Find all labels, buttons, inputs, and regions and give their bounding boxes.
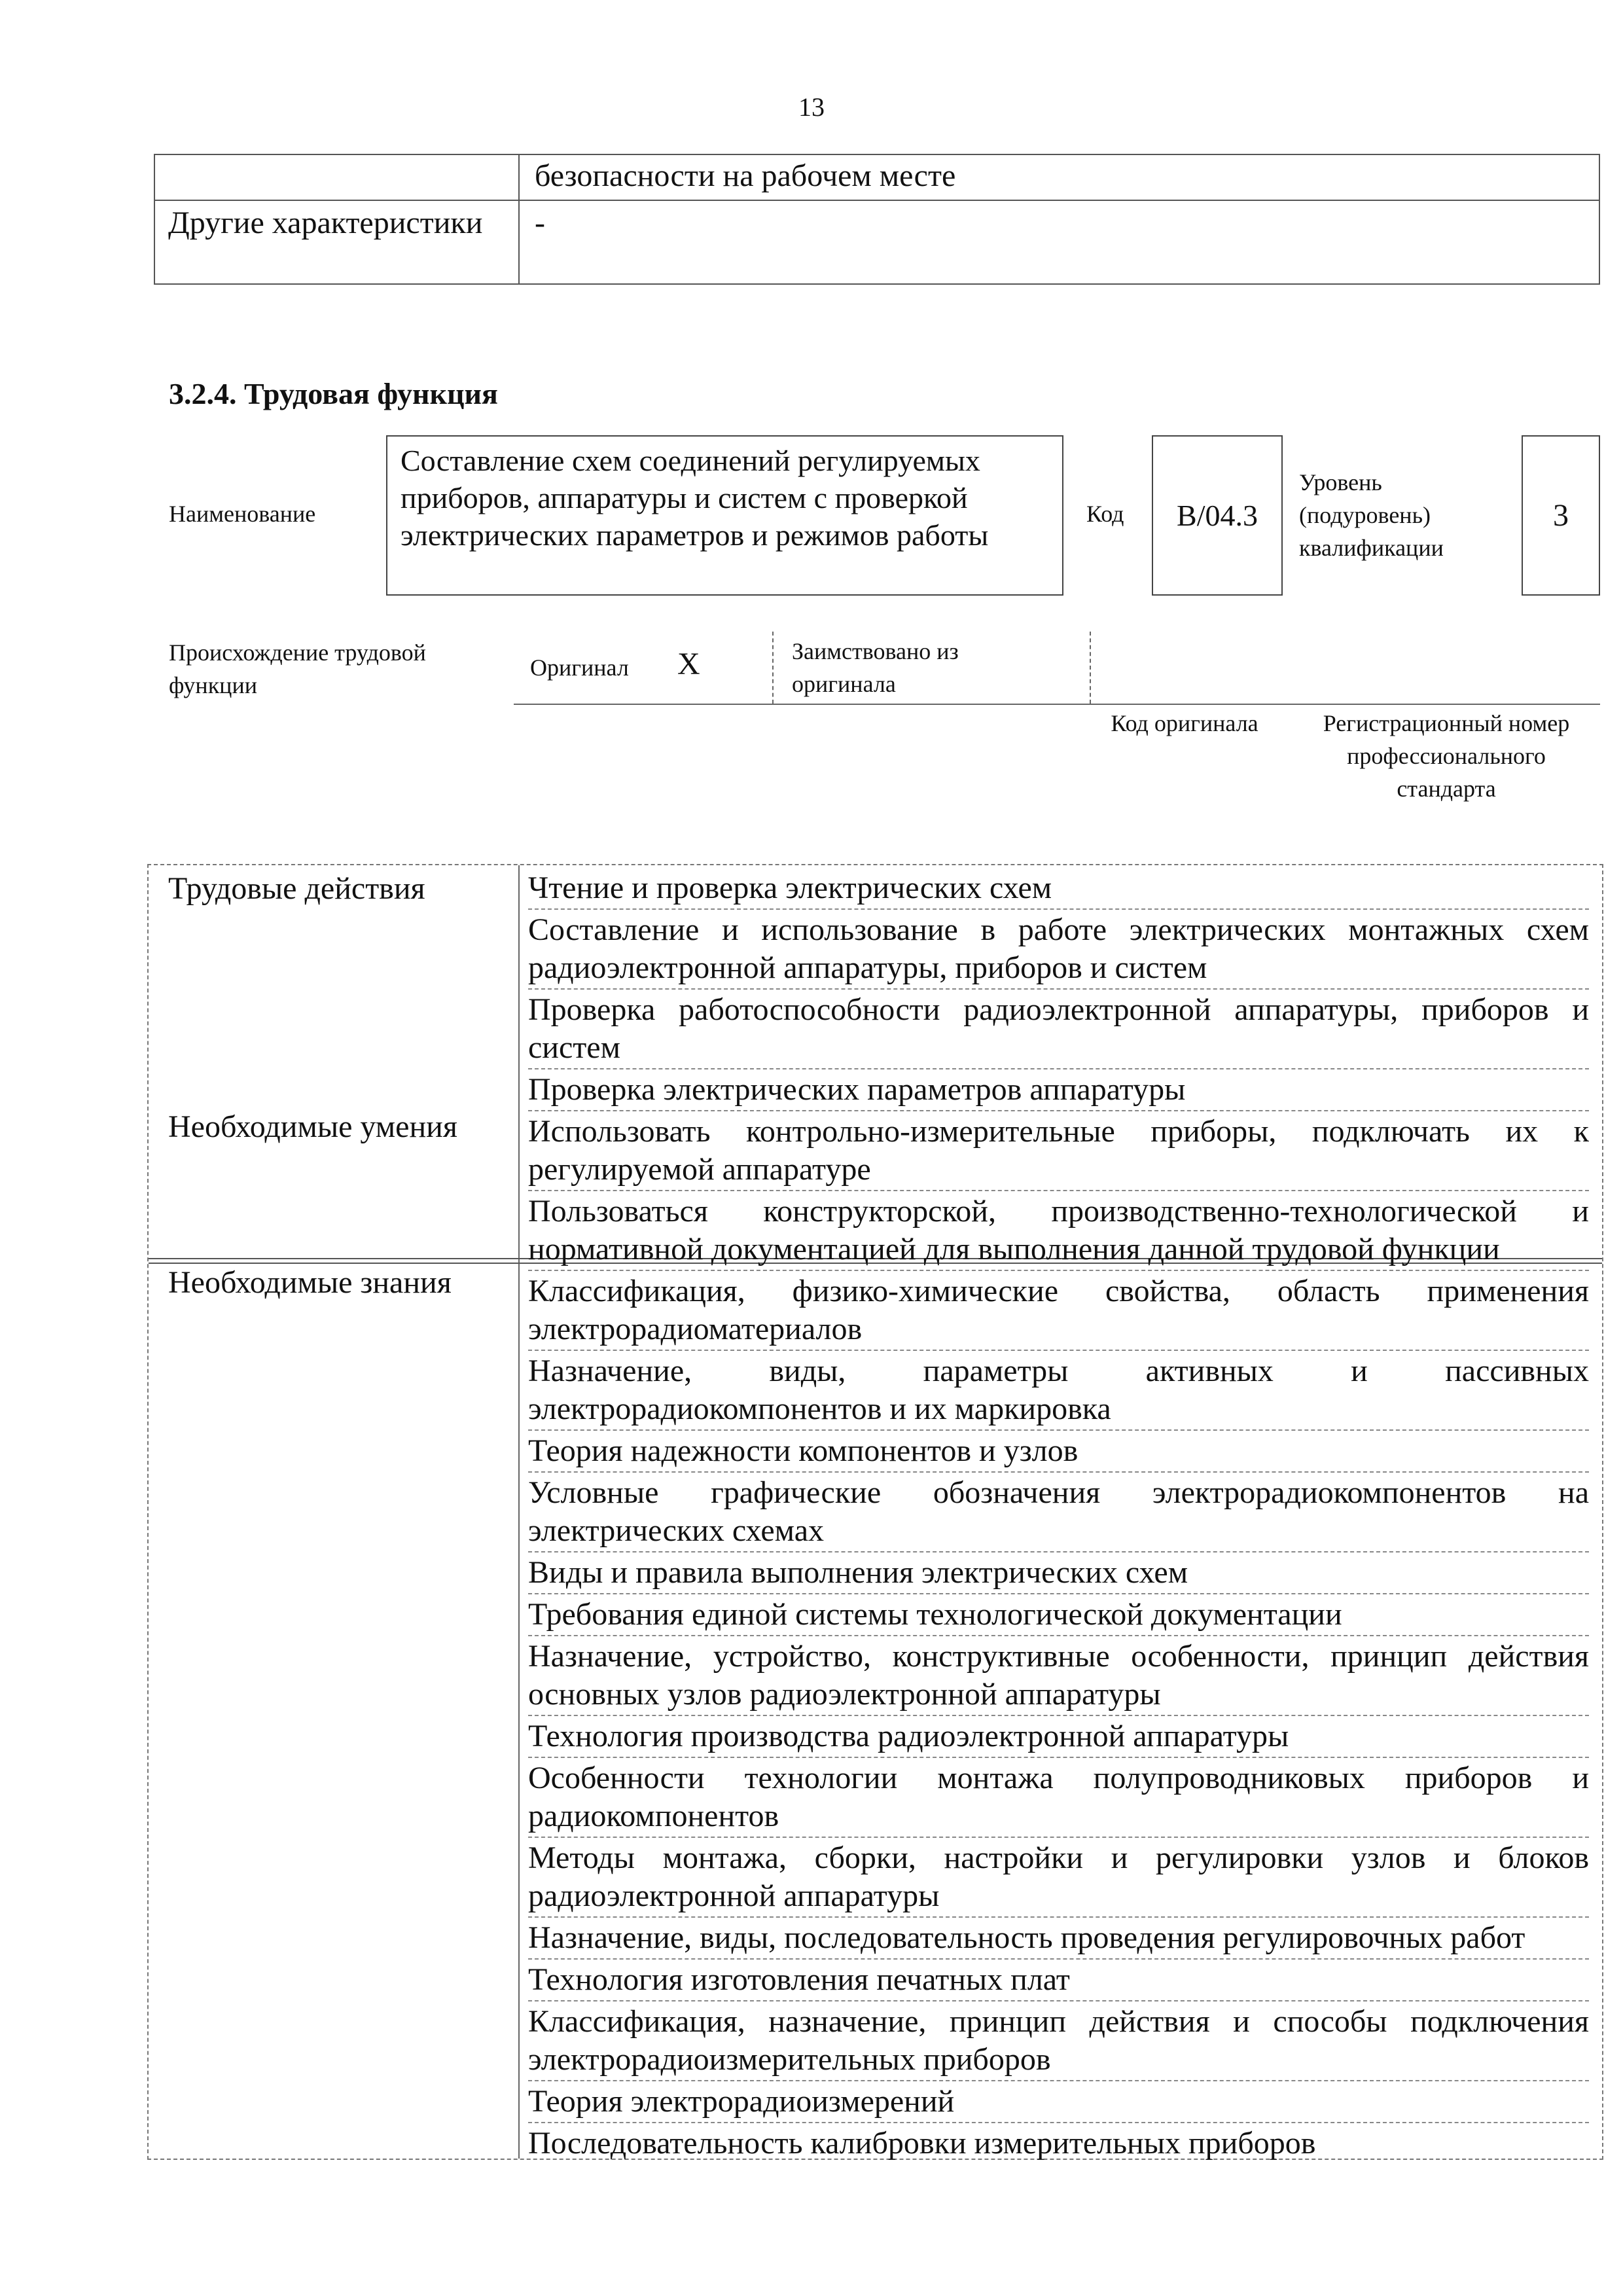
continuation-text: безопасности на рабочем месте [535,158,956,193]
table-row: Требования единой системы технологической документации [528,1594,1589,1636]
table-row: Чтение и проверка электрических схем [528,868,1589,910]
origin-label: Происхождение трудовой функции [169,639,426,698]
table-row: Назначение, виды, последовательность проведения регулировочных работ [528,1918,1589,1960]
page-number: 13 [798,92,825,122]
other-characteristics-label: Другие характеристики [168,206,483,240]
table-row: Классификация, физико-химические свойства, область применения электрорадиоматериалов [528,1271,1589,1351]
labor-function-table [147,864,1603,2160]
code-label: Код [1086,501,1124,527]
borrowed-label: Заимствовано из оригинала [792,638,959,697]
original-mark: X [677,647,700,681]
other-characteristics-value: - [535,206,545,240]
group-label: Необходимые знания [168,1265,452,1300]
group-label: Трудовые действия [168,871,425,906]
name-label: Наименование [169,501,316,527]
table-row: Проверка работоспособности радиоэлектронной аппаратуры, приборов и систем [528,990,1589,1069]
level-label: Уровень (подуровень) квалификации [1299,469,1444,561]
table-row: Методы монтажа, сборки, настройки и регулировки узлов и блоков радиоэлектронной аппаратуры [528,1838,1589,1918]
table-row: Проверка электрических параметров аппаратуры [528,1069,1589,1111]
table-row: Использовать контрольно-измерительные приборы, подключать их к регулируемой аппаратуре [528,1111,1589,1191]
function-code-box: В/04.3 [1152,435,1283,596]
origin-row [514,632,1600,705]
table-row: Пользоваться конструкторской, производственно-технологической и нормативной документацией для выполнения данной трудовой функции [528,1191,1589,1271]
reg-number-label: Регистрационный номер профессионального стандарта [1323,710,1570,802]
table-row: Виды и правила выполнения электрических схем [528,1552,1589,1594]
section-title: 3.2.4. Трудовая функция [169,377,498,410]
table-row: Особенности технологии монтажа полупроводниковых приборов и радиокомпонентов [528,1758,1589,1838]
level-value-box: 3 [1522,435,1600,596]
table-row: Теория электрорадиоизмерений [528,2081,1589,2123]
function-name-box: Составление схем соединений регулируемых приборов, аппаратуры и систем с проверкой электрических параметров и режимов работы [386,435,1063,596]
original-label: Оригинал [530,655,629,681]
table-row: Назначение, устройство, конструктивные особенности, принцип действия основных узлов радиоэлектронной аппаратуры [528,1636,1589,1716]
table-row: Технология изготовления печатных плат [528,1960,1589,2001]
table-row: Назначение, виды, параметры активных и пассивных электрорадиокомпонентов и их маркировка [528,1351,1589,1431]
table-row: Теория надежности компонентов и узлов [528,1431,1589,1473]
table-row: Классификация, назначение, принцип действия и способы подключения электрорадиоизмерительных приборов [528,2001,1589,2081]
continuation-table [154,154,1600,285]
table-row: Составление и использование в работе электрических монтажных схем радиоэлектронной аппаратуры, приборов и систем [528,910,1589,990]
table-row: Условные графические обозначения электрорадиокомпонентов на электрических схемах [528,1473,1589,1552]
code-original-label: Код оригинала [1111,710,1258,736]
group-label: Необходимые умения [168,1109,457,1144]
table-row: Последовательность калибровки измерительных приборов [528,2126,1316,2161]
table-row: Технология производства радиоэлектронной аппаратуры [528,1716,1589,1758]
